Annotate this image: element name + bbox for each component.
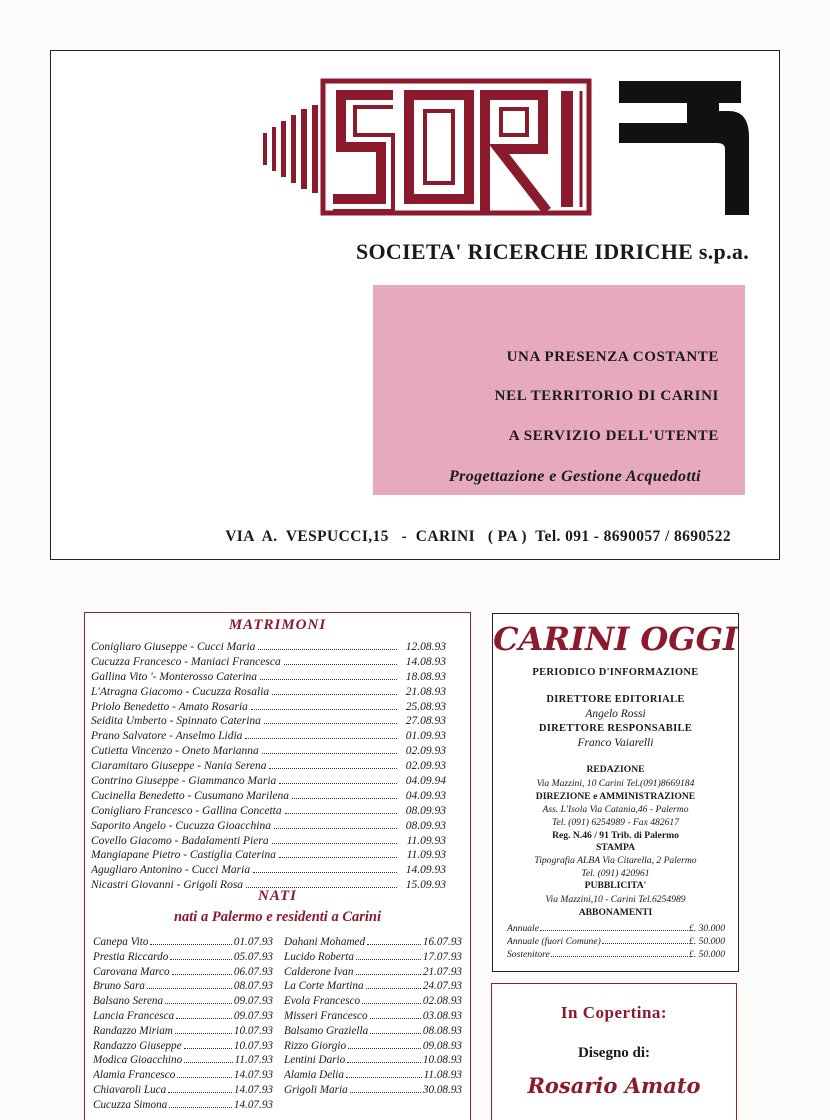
dot-leader — [176, 1009, 232, 1019]
dot-leader — [175, 1024, 232, 1034]
nascita-row — [93, 1083, 273, 1098]
dot-leader — [347, 1053, 421, 1063]
dot-leader — [279, 774, 397, 784]
event-date: 12.08.93 — [405, 641, 446, 653]
person-names: Randazzo Miriam — [93, 1024, 173, 1037]
nascita-row — [284, 1053, 462, 1068]
event-date: 08.09.93 — [405, 804, 446, 817]
dot-leader — [165, 994, 232, 1004]
registration-line: Reg. N.46 / 91 Trib. di Palermo — [552, 830, 679, 841]
person-names: Alamia Francesco — [93, 1069, 176, 1082]
direzione-label: DIREZIONE e AMMINISTRAZIONE — [535, 791, 696, 802]
masthead-box — [492, 613, 739, 972]
event-date: 08.09.93 — [405, 819, 446, 832]
nascita-row — [93, 1009, 273, 1024]
nati-title: NATI — [257, 888, 297, 904]
nascita-row — [93, 965, 273, 980]
person-names: Misseri Francesco — [284, 1009, 368, 1022]
dir-editoriale-label: DIRETTORE EDITORIALE — [546, 694, 685, 705]
person-names: Randazzo Giuseppe — [93, 1039, 182, 1052]
dot-leader — [253, 863, 397, 873]
nati-list-left — [93, 935, 273, 1113]
dot-leader — [262, 744, 397, 754]
nascita-row — [93, 994, 273, 1009]
matrimonio-row — [91, 640, 446, 655]
dir-editoriale-name: Angelo Rossi — [585, 708, 646, 720]
slogan-line-1: UNA PRESENZA COSTANTE — [506, 349, 719, 365]
tap-icon — [619, 81, 749, 215]
event-date: 24.07.93 — [422, 980, 462, 993]
person-names: La Corte Martina — [284, 980, 364, 993]
company-address: VIA A. VESPUCCI,15 - CARINI ( PA ) Tel. 091 - 8690057 / 8690522 — [225, 528, 731, 545]
direzione-line-2: Tel. (091) 6254989 - Fax 482617 — [551, 817, 680, 828]
person-names: Calderone Ivan — [284, 965, 354, 978]
person-names: Bruno Sara — [93, 980, 145, 993]
dot-leader — [269, 759, 397, 769]
person-names: Alamia Delia — [284, 1069, 344, 1082]
logo-letters — [323, 81, 589, 213]
slogan-line-3: A SERVIZIO DELL'UTENTE — [508, 428, 719, 444]
event-date: 15.09.93 — [405, 879, 446, 892]
cover-credit-box — [491, 983, 737, 1120]
abbonamenti-label: ABBONAMENTI — [578, 907, 653, 918]
dot-leader — [356, 950, 421, 960]
dot-leader — [272, 834, 397, 844]
person-names: Lancia Francesca — [93, 1009, 175, 1022]
nascita-row — [284, 979, 462, 994]
dot-leader — [370, 1009, 421, 1019]
person-names: Conigliaro Francesco - Gallina Concetta — [91, 804, 282, 817]
person-names: Chiavaroli Luca — [93, 1083, 167, 1096]
dot-leader — [245, 729, 397, 739]
event-date: 04.09.93 — [405, 789, 446, 802]
matrimonio-row — [91, 819, 446, 834]
abbonamento-price: £. 30.000 — [689, 923, 725, 934]
nascita-row — [93, 979, 273, 994]
event-date: 16.07.93 — [422, 936, 462, 948]
event-date: 09.08.93 — [422, 1039, 462, 1052]
person-names: Nicastri Giovanni - Grigoli Rosa — [91, 879, 244, 892]
nati-subtitle: nati a Palermo e residenti a Carini — [173, 909, 382, 925]
person-names: Rizzo Giorgio — [284, 1039, 347, 1052]
nascita-row — [284, 1039, 462, 1054]
dot-leader — [177, 1068, 232, 1078]
dot-leader — [147, 979, 232, 989]
event-date: 21.07.93 — [422, 965, 462, 978]
matrimonio-row — [91, 848, 446, 863]
event-date: 08.08.93 — [422, 1024, 462, 1037]
person-names: Priolo Benedetto - Amato Rosaria — [91, 700, 248, 713]
person-names: Cucuzza Francesco - Maniaci Francesca — [91, 655, 281, 668]
dot-leader — [260, 670, 397, 680]
stampa-line-2: Tel. (091) 420961 — [581, 868, 650, 879]
event-date: 10.07.93 — [233, 1024, 273, 1037]
matrimonio-row — [91, 774, 446, 789]
dot-leader — [150, 935, 231, 945]
person-names: Conigliaro Giuseppe - Cucci Maria — [91, 641, 256, 653]
person-names: Carovana Marco — [93, 965, 170, 978]
direzione-line-1: Ass. L'Isola Via Catania,46 - Palermo — [542, 804, 689, 815]
sori-logo — [263, 77, 753, 227]
cover-drawing-label: Disegno di: — [577, 1045, 651, 1061]
dot-leader — [184, 1039, 232, 1049]
dot-leader — [168, 1083, 232, 1093]
abbonamento-type: Annuale — [507, 923, 539, 934]
event-date: 18.08.93 — [405, 670, 446, 683]
redazione-label: REDAZIONE — [586, 764, 645, 775]
event-date: 30.08.93 — [422, 1083, 462, 1096]
nati-list-right — [284, 935, 462, 1098]
dot-leader — [540, 922, 688, 931]
matrimonio-row — [91, 744, 446, 759]
event-date: 04.09.94 — [405, 775, 446, 788]
person-names: Balsamo Graziella — [284, 1024, 369, 1037]
cover-title: In Copertina: — [560, 1003, 668, 1022]
matrimonio-row — [91, 804, 446, 819]
dot-leader — [274, 819, 397, 829]
nascita-row — [93, 1053, 273, 1068]
nascita-row — [93, 1024, 273, 1039]
matrimonio-row — [91, 685, 446, 700]
pubblicita-label: PUBBLICITA' — [584, 880, 647, 891]
person-names: Canepa Vito — [93, 936, 149, 948]
person-names: Modica Gioacchino — [93, 1054, 183, 1067]
matrimonio-row — [91, 700, 446, 715]
person-names: Balsano Serena — [93, 995, 164, 1008]
dot-leader — [251, 700, 397, 710]
event-date: 14.09.93 — [405, 864, 446, 877]
event-date: 10.08.93 — [422, 1054, 462, 1067]
stampa-label: STAMPA — [595, 842, 636, 853]
event-date: 14.07.93 — [233, 1098, 273, 1111]
event-date: 11.07.93 — [234, 1054, 273, 1067]
matrimonio-row — [91, 759, 446, 774]
redazione-address: Via Mazzini, 10 Carini Tel.(091)8669184 — [536, 778, 695, 789]
event-date: 11.08.93 — [423, 1069, 462, 1082]
event-date: 05.07.93 — [233, 950, 273, 963]
nascita-row — [93, 935, 273, 950]
person-names: Ciaramitaro Giuseppe - Nania Serena — [91, 760, 267, 773]
event-date: 14.07.93 — [233, 1069, 273, 1082]
event-date: 11.09.93 — [406, 834, 446, 847]
event-date: 01.09.93 — [405, 730, 446, 743]
abbonamento-type: Sostenitore — [507, 949, 550, 960]
slogan-line-2: NEL TERRITORIO DI CARINI — [494, 388, 719, 404]
dot-leader — [169, 1098, 232, 1108]
person-names: Cucuzza Simona — [93, 1098, 168, 1111]
event-date: 01.07.93 — [233, 936, 273, 948]
matrimonio-row — [91, 670, 446, 685]
logo-speed-stripes — [263, 105, 318, 193]
civil-registry-box — [84, 612, 471, 1120]
nascita-row — [284, 1009, 462, 1024]
dot-leader — [367, 935, 421, 945]
nascita-row — [284, 965, 462, 980]
company-name: SOCIETA' RICERCHE IDRICHE s.p.a. — [355, 239, 749, 264]
dot-leader — [350, 1083, 421, 1093]
event-date: 09.07.93 — [233, 995, 273, 1008]
dot-leader — [362, 994, 421, 1004]
abbonamento-price: £. 50.000 — [689, 949, 725, 960]
dot-leader — [264, 714, 397, 724]
person-names: Cutietta Vincenzo - Oneto Marianna — [91, 745, 259, 758]
person-names: Agugliaro Antonino - Cucci Maria — [91, 864, 251, 877]
nascita-row — [284, 935, 462, 950]
dot-leader — [184, 1053, 233, 1063]
dot-leader — [258, 640, 397, 650]
event-date: 02.09.93 — [405, 760, 446, 773]
event-date: 06.07.93 — [233, 965, 273, 978]
dot-leader — [356, 965, 421, 975]
event-date: 14.07.93 — [233, 1083, 273, 1096]
person-names: Covello Giacomo - Badalamenti Piera — [91, 834, 269, 847]
event-date: 09.07.93 — [233, 1009, 273, 1022]
person-names: Lentini Dario — [284, 1054, 346, 1067]
nascita-row — [284, 994, 462, 1009]
dot-leader — [285, 804, 397, 814]
event-date: 11.09.93 — [406, 849, 446, 862]
nascita-row — [93, 1039, 273, 1054]
dot-leader — [272, 685, 397, 695]
event-date: 10.07.93 — [233, 1039, 273, 1052]
dot-leader — [602, 935, 688, 944]
person-names: Gallina Vito '- Monterosso Caterina — [91, 670, 258, 683]
person-names: Seidita Umberto - Spinnato Caterina — [91, 715, 261, 728]
event-date: 27.08.93 — [405, 715, 446, 728]
abbonamento-row — [507, 935, 725, 947]
dot-leader — [292, 789, 397, 799]
abbonamento-price: £. 50.000 — [689, 936, 725, 947]
nascita-row — [284, 950, 462, 965]
person-names: Contrino Giuseppe - Giammanco Maria — [91, 775, 277, 788]
person-names: Prano Salvatore - Anselmo Lidia — [91, 730, 243, 743]
sori-advertisement — [50, 50, 780, 560]
person-names: Lucido Roberta — [284, 950, 354, 963]
nascita-row — [93, 1098, 273, 1113]
matrimoni-list — [91, 640, 446, 893]
nascita-row — [284, 1024, 462, 1039]
slogan-subtitle: Progettazione e Gestione Acquedotti — [448, 468, 701, 485]
event-date: 21.08.93 — [405, 685, 446, 698]
matrimoni-title: MATRIMONI — [228, 617, 327, 633]
abbonamento-row — [507, 948, 725, 960]
matrimonio-row — [91, 729, 446, 744]
pubblicita-line: Via Mazzini,10 - Carini Tel.6254989 — [545, 894, 686, 905]
dot-leader — [279, 848, 397, 858]
matrimonio-row — [91, 834, 446, 849]
abbonamento-type: Annuale (fuori Comune) — [507, 936, 601, 947]
nascita-row — [284, 1068, 462, 1083]
dot-leader — [170, 950, 232, 960]
dot-leader — [366, 979, 421, 989]
nascita-row — [284, 1083, 462, 1098]
dot-leader — [284, 655, 397, 665]
event-date: 25.08.93 — [405, 700, 446, 713]
dot-leader — [370, 1024, 421, 1034]
matrimonio-row — [91, 714, 446, 729]
dir-responsabile-label: DIRETTORE RESPONSABILE — [538, 723, 693, 734]
person-names: Grigoli Maria — [284, 1083, 348, 1096]
person-names: Evola Francesco — [284, 995, 361, 1008]
person-names: Prestia Riccardo — [93, 950, 169, 963]
dot-leader — [346, 1068, 422, 1078]
dot-leader — [551, 948, 688, 957]
matrimonio-row — [91, 863, 446, 878]
dot-leader — [348, 1039, 421, 1049]
nascita-row — [93, 950, 273, 965]
event-date: 14.08.93 — [405, 655, 446, 668]
event-date: 08.07.93 — [233, 980, 273, 993]
person-names: Saporito Angelo - Cucuzza Gioacchina — [91, 819, 271, 832]
matrimonio-row — [91, 789, 446, 804]
dir-responsabile-name: Franco Vaiarelli — [577, 737, 654, 749]
event-date: 02.09.93 — [405, 745, 446, 758]
dot-leader — [172, 965, 232, 975]
event-date: 02.08.93 — [422, 995, 462, 1008]
abbonamento-row — [507, 922, 725, 934]
person-names: Cucinella Benedetto - Cusumano Marilena — [91, 789, 290, 802]
person-names: Dahani Mohamed — [284, 936, 366, 948]
newspaper-subtitle: PERIODICO D'INFORMAZIONE — [532, 667, 699, 678]
event-date: 17.07.93 — [422, 950, 462, 963]
matrimonio-row — [91, 655, 446, 670]
cover-artist: Rosario Amato — [527, 1073, 701, 1098]
stampa-line-1: Tipografia ALBA Via Citarella, 2 Palermo — [534, 855, 697, 866]
slogan-panel — [373, 285, 745, 495]
nascita-row — [93, 1068, 273, 1083]
dot-leader — [246, 878, 397, 888]
person-names: L'Atragna Giacomo - Cucuzza Rosalia — [91, 685, 270, 698]
person-names: Mangiapane Pietro - Castiglia Caterina — [91, 849, 276, 862]
newspaper-title: CARINI OGGI — [493, 620, 738, 658]
event-date: 03.08.93 — [422, 1009, 462, 1022]
